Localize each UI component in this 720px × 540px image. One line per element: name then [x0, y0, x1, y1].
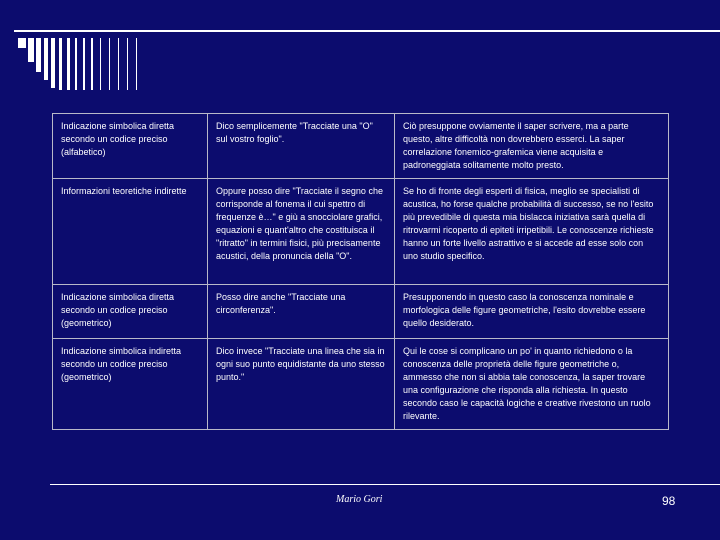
table-cell: Dico invece "Tracciate una linea che sia in ogni suo punto equidistante da uno stesso punto." — [208, 339, 395, 430]
table-cell: Dico semplicemente "Tracciate una "O" sul vostro foglio". — [208, 114, 395, 179]
table-cell: Indicazione simbolica diretta secondo un codice preciso (alfabetico) — [53, 114, 208, 179]
decorative-bar — [136, 38, 137, 90]
decorative-bar — [127, 38, 128, 90]
decorative-bar — [109, 38, 110, 90]
table-cell: Presupponendo in questo caso la conoscenza nominale e morfologica delle figure geometriche, l'esito dovrebbe essere quello desiderato. — [395, 285, 669, 339]
footer-rule — [50, 484, 720, 485]
table-cell: Ciò presuppone ovviamente il saper scrivere, ma a parte questo, altre difficoltà non dovrebbero esserci. La saper correlazione fonemico-grafemica viene acquisita e padroneggiata solitamente molto presto. — [395, 114, 669, 179]
decorative-bar — [28, 38, 34, 62]
decorative-bar — [59, 38, 62, 90]
decorative-bar — [91, 38, 93, 90]
decorative-bar — [118, 38, 119, 90]
table-cell: Se ho di fronte degli esperti di fisica, meglio se specialisti di acustica, ho forse qualche probabilità di successo, se no l'esito più prevedibile di questa mia bislacca iniziativa sarà quella di ritrovarmi ricoperto di epiteti irripetibili. Le conoscenze richieste hanno un forte livello astrattivo e si accede ad esse solo con uno studio specifico. — [395, 179, 669, 285]
table-cell: Qui le cose si complicano un po' in quanto richiedono o la conoscenza delle proprietà delle figure geometriche o, ammesso che non si abbia tale conoscenza, la saper trovare una configurazione che risponda alla richiesta. In questo secondo caso le capacità logiche e creative rivestono un ruolo rilevante. — [395, 339, 669, 430]
decorative-bar — [18, 38, 26, 48]
table-cell: Indicazione simbolica diretta secondo un codice preciso (geometrico) — [53, 285, 208, 339]
table-row — [53, 114, 669, 179]
decorative-bar — [67, 38, 70, 90]
decorative-bar — [36, 38, 41, 72]
decorative-bar — [44, 38, 48, 80]
table-cell: Informazioni teoretiche indirette — [53, 179, 208, 285]
table-cell: Indicazione simbolica indiretta secondo un codice preciso (geometrico) — [53, 339, 208, 430]
decorative-bar — [83, 38, 85, 90]
table-cell: Posso dire anche "Tracciate una circonferenza". — [208, 285, 395, 339]
page-number: 98 — [662, 494, 676, 508]
content-table — [52, 113, 669, 430]
table-row — [53, 339, 669, 430]
decorative-bar — [51, 38, 55, 88]
decorative-bar — [75, 38, 77, 90]
table-row — [53, 285, 669, 339]
author-name: Mario Gori — [336, 494, 383, 505]
header-rule — [14, 30, 720, 32]
decorative-bars — [14, 0, 174, 90]
table-row — [53, 179, 669, 285]
table-cell: Oppure posso dire "Tracciate il segno che corrisponde al fonema il cui spettro di frequenze è…" e giù a snocciolare grafici, equazioni e quant'altro che costituisca il "ritratto" in termini fisici, più precisamente acustici, della pronuncia della "O". — [208, 179, 395, 285]
decorative-bar — [100, 38, 101, 90]
